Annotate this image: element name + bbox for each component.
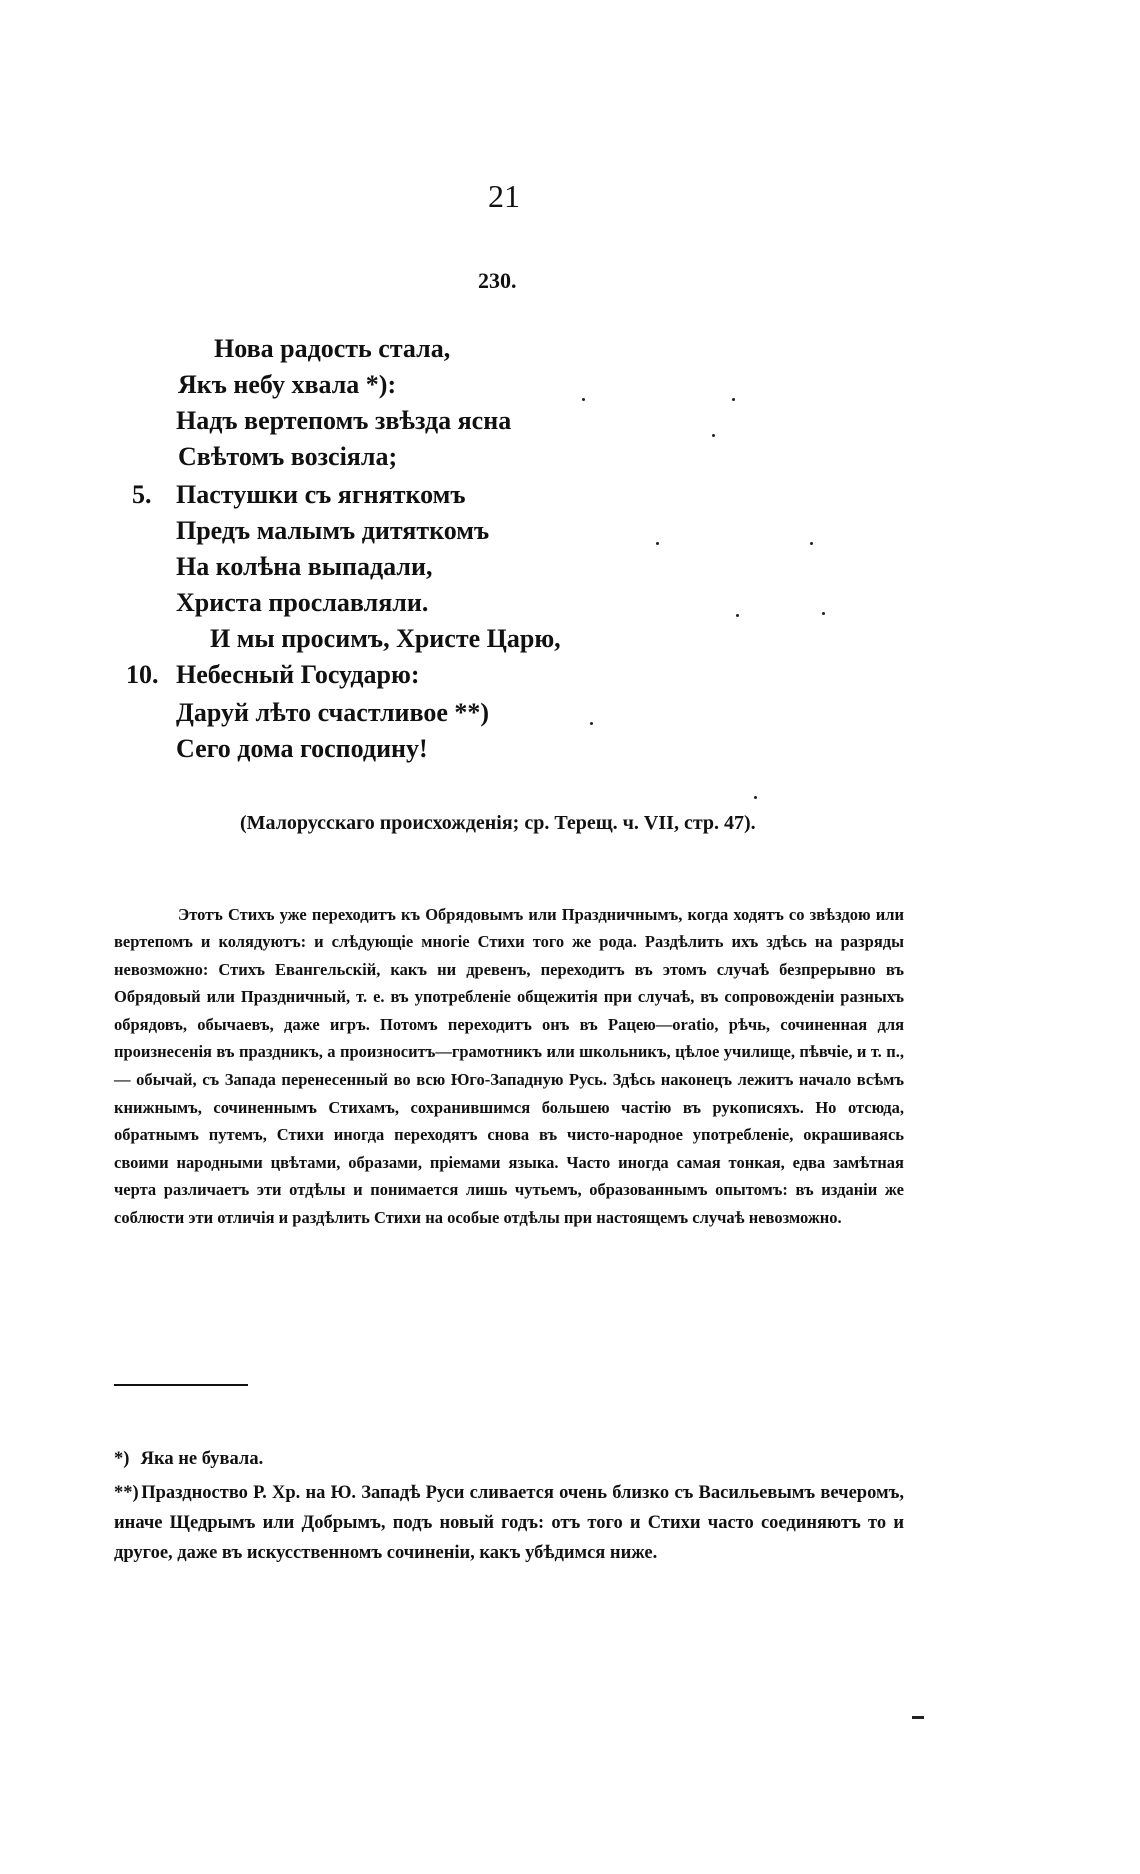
scan-speck	[732, 398, 735, 401]
scan-speck	[736, 614, 739, 617]
footnote-text: Праздноство Р. Хр. на Ю. Западѣ Руси сливается очень близко съ Васильевымъ вечеромъ, иначе Щедрымъ или Добрымъ, подъ новый годъ: отъ того и Стихи часто соединяютъ то и другое, даже въ искусственномъ сочиненіи, какъ убѣдимся ниже.	[114, 1483, 904, 1563]
poem-line: Якъ небу хвала *):	[178, 370, 397, 399]
poem-line: Надъ вертепомъ звѣзда ясна	[176, 406, 512, 435]
scan-speck	[822, 612, 825, 615]
scan-speck	[712, 434, 715, 437]
poem-line: И мы просимъ, Христе Царю,	[210, 624, 561, 653]
scan-speck	[810, 542, 813, 545]
poem-line: Пастушки съ ягняткомъ	[176, 480, 466, 509]
line-number: 10.	[126, 660, 159, 689]
line-number: 5.	[132, 480, 152, 509]
poem-line: Нова радость стала,	[214, 334, 451, 363]
poem-line: Сего дома господину!	[176, 734, 428, 763]
section-number: 230.	[478, 268, 517, 293]
footnote-marker: *)	[114, 1449, 130, 1469]
footnote	[114, 1444, 904, 1474]
footnote-text: Яка не бувала.	[140, 1449, 264, 1469]
scan-speck	[754, 796, 757, 799]
footnotes	[114, 1444, 904, 1568]
scan-speck	[590, 722, 593, 725]
poem-line: На колѣна выпадали,	[176, 552, 433, 581]
poem-line: Предъ малымъ дитяткомъ	[176, 516, 490, 545]
scan-mark	[912, 1716, 924, 1719]
scan-speck	[656, 542, 659, 545]
source-note: (Малорусскаго происхожденія; ср. Терещ. ч. VII, стр. 47).	[240, 812, 756, 834]
commentary-paragraph: Этотъ Стихъ уже переходитъ къ Обрядовымъ или Праздничнымъ, когда ходятъ со звѣздою или вертепомъ и колядуютъ: и слѣдующіе многіе Стихи того же рода. Раздѣлить ихъ здѣсь на разряды невозможно: Стихъ Евангельскій, какъ ни древенъ, переходитъ въ этомъ случаѣ безпрерывно въ Обрядовый или Праздничный, т. е. въ употребленіе общежитія при случаѣ, въ сопровожденіи разныхъ обрядовъ, обычаевъ, даже игръ. Потомъ переходитъ онъ въ Рацею—oratio, рѣчь, сочиненная для произнесенія въ праздникъ, а произноситъ—грамотникъ или школьникъ, цѣлое училище, пѣвчіе, и т. п., — обычай, съ Запада перенесенный во всю Юго-Западную Русь. Здѣсь наконецъ лежитъ начало всѣмъ книжнымъ, сочиненнымъ Стихамъ, сохранившимся большею частію въ рукописяхъ. Но отсюда, обратнымъ путемъ, Стихи иногда переходятъ снова въ чисто-народное употребленіе, окрашиваясь своими народными цвѣтами, образами, пріемами языка. Часто иногда самая тонкая, едва замѣтная черта различаетъ эти отдѣлы и понимается лишь чутьемъ, образованнымъ опытомъ: въ изданіи же соблюсти эти отличія и раздѣлить Стихи на особые отдѣлы при настоящемъ случаѣ невозможно.	[114, 904, 904, 1228]
poem-line: Свѣтомъ возсіяла;	[178, 442, 398, 471]
poem-line: Небесный Государю:	[176, 660, 420, 689]
footnote-marker: **)	[114, 1483, 139, 1503]
scan-speck	[582, 398, 585, 401]
poem-line: Даруй лѣто счастливое **)	[176, 698, 490, 727]
page-number: 21	[488, 178, 520, 214]
poem-line: Христа прославляли.	[176, 588, 429, 617]
footnote	[114, 1478, 904, 1568]
footnote-rule	[114, 1384, 248, 1386]
